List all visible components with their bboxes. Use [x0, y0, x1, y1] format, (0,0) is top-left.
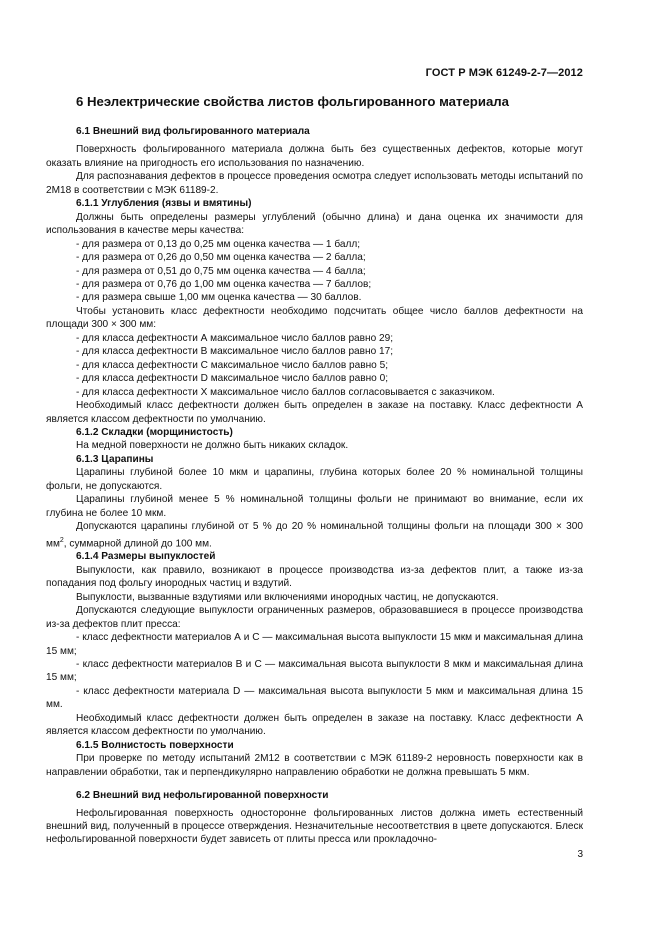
list-item: - для размера от 0,26 до 0,50 мм оценка качества — 2 балла;	[76, 252, 366, 264]
list-item: - для размера от 0,51 до 0,75 мм оценка качества — 4 балла;	[76, 265, 366, 277]
paragraph: Необходимый класс дефектности должен быть определен в заказе на поставку. Класс дефектности А является классом дефектности по умолчанию.	[46, 400, 583, 425]
paragraph	[46, 520, 583, 550]
list-item: - для класса дефектности D максимальное число баллов равно 0;	[76, 373, 389, 385]
paragraph: Царапины глубиной менее 5 % номинальной толщины фольги не принимают во внимание, если их глубина не более 10 мкм.	[46, 494, 583, 519]
list-item: - для класса дефектности В максимальное число баллов равно 17;	[76, 346, 394, 358]
subsection-title-6-1-2: 6.1.2 Складки (морщинистость)	[76, 426, 233, 438]
subsection-title-6-1: 6.1 Внешний вид фольгированного материала	[76, 126, 310, 137]
paragraph: Выпуклости, вызванные вздутиями или включениями инородных частиц, не допускаются.	[76, 591, 499, 603]
list-item: - для размера от 0,76 до 1,00 мм оценка качества — 7 баллов;	[76, 278, 372, 290]
paragraph: На медной поверхности не должно быть никаких складок.	[76, 440, 349, 452]
paragraph: Выпуклости, как правило, возникают в процессе производства из-за дефектов плит, а также из-за попадания под фольгу инородных частиц и вздутий.	[46, 564, 583, 590]
list-item: - для класса дефектности С максимальное число баллов равно 5;	[76, 359, 389, 371]
list-item: - класс дефектности материалов В и С — максимальная высота выпуклости 8 мкм и максимальная длина 15 мм;	[46, 659, 583, 684]
paragraph: Для распознавания дефектов в процессе проведения осмотра следует использовать методы испытаний по 2М18 в соответствии с МЭК 61189-2.	[46, 171, 583, 196]
list-item: - для размера свыше 1,00 мм оценка качества — 30 баллов.	[76, 292, 362, 304]
page-number: 3	[577, 849, 583, 860]
subsection-title-6-1-4: 6.1.4 Размеры выпуклостей	[76, 551, 216, 563]
list-item: - для размера от 0,13 до 0,25 мм оценка качества — 1 балл;	[76, 238, 361, 250]
text-run: , суммарной длиной до 100 мм.	[63, 537, 212, 549]
paragraph: При проверке по методу испытаний 2М12 в соответствии с МЭК 61189-2 неровность поверхности как в направлении обработки, так и перпендикулярно направлению обработки не должна превышать 5 мкм.	[46, 753, 583, 778]
list-item: - класс дефектности материалов А и С — максимальная высота выпуклости 15 мкм и максимальная длина 15 мм;	[46, 632, 583, 657]
subsection-title-6-1-3: 6.1.3 Царапины	[76, 453, 154, 465]
paragraph: Царапины глубиной более 10 мкм и царапины, глубина которых более 20 % номинальной толщины фольги, не допускаются.	[46, 467, 583, 492]
list-item: - класс дефектности материала D — максимальная высота выпуклости 5 мкм и максимальная длина 15 мм.	[46, 685, 583, 711]
paragraph: Нефольгированная поверхность односторонне фольгированных листов должна иметь естественный внешний вид, полученный в процессе отверждения. Незначительные несоответствия в цвете допускаются. Блеск нефольгированной поверхности будет зависеть от плиты пресса или прокладочно-	[46, 807, 583, 846]
document-body	[46, 125, 583, 847]
document-header: ГОСТ Р МЭК 61249-2-7—2012	[425, 67, 583, 79]
subsection-title-6-1-5: 6.1.5 Волнистость поверхности	[76, 739, 234, 751]
section-title: 6 Неэлектрические свойства листов фольгированного материала	[76, 94, 510, 109]
paragraph: Поверхность фольгированного материала должна быть без существенных дефектов, которые могут оказать влияние на пригодность его использования по назначению.	[46, 144, 583, 169]
superscript: 2	[59, 536, 64, 544]
paragraph: Должны быть определены размеры углублений (обычно длина) и дана оценка их значимости для использования в качестве меры качества:	[46, 211, 583, 237]
list-item: - для класса дефектности А максимальное число баллов равно 29;	[76, 332, 394, 344]
text-run: Допускаются царапины глубиной от 5 % до 20 % номинальной толщины фольги на площади 300 × 300 мм	[46, 521, 583, 549]
subsection-title-6-1-1: 6.1.1 Углубления (язвы и вмятины)	[76, 198, 252, 210]
paragraph: Необходимый класс дефектности должен быть определен в заказе на поставку. Класс дефектности А является классом дефектности по умолчанию.	[46, 712, 583, 738]
list-item: - для класса дефектности Х максимальное число баллов согласовывается с заказчиком.	[76, 386, 495, 398]
subsection-title-6-2: 6.2 Внешний вид нефольгированной поверхности	[76, 790, 329, 802]
paragraph: Чтобы установить класс дефектности необходимо подсчитать общее число баллов дефектности на площади 300 × 300 мм:	[46, 305, 583, 331]
paragraph: Допускаются следующие выпуклости ограниченных размеров, образовавшиеся в процессе производства из-за дефектов плит пресса:	[46, 605, 583, 630]
